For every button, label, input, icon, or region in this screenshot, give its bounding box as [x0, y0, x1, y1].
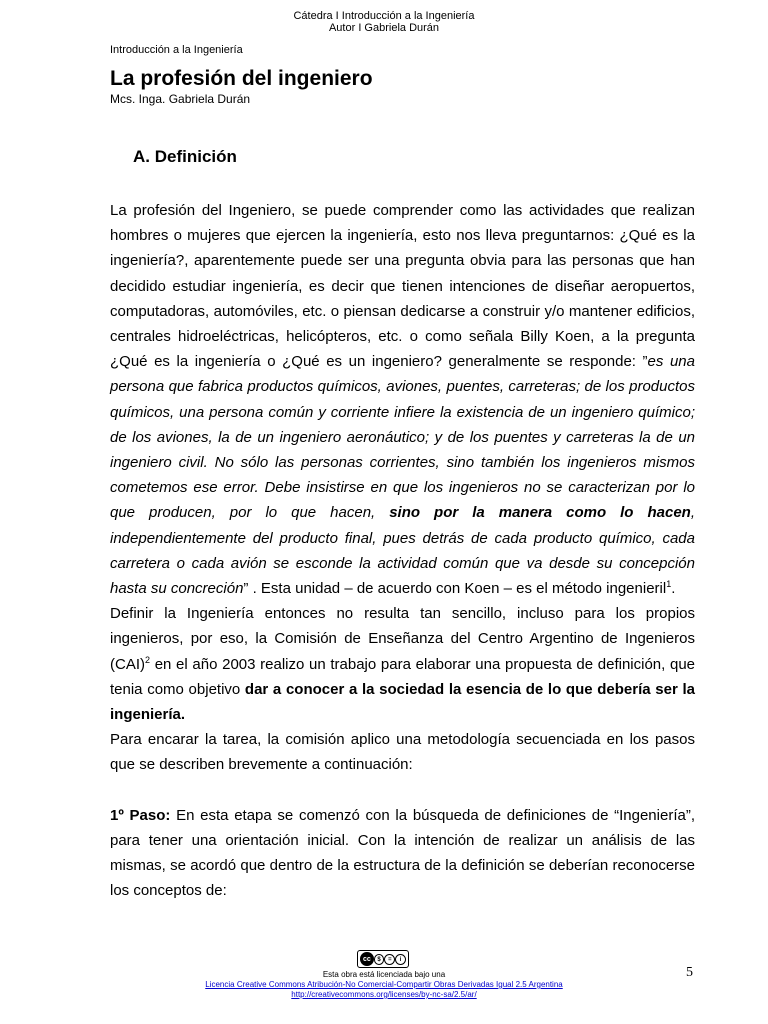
- header-author: Autor I Gabriela Durán: [328, 22, 440, 34]
- paragraph-3: Para encarar la tarea, la comisión aplico una metodología secuenciada en los pasos que se describen brevemente a continuación:: [110, 731, 695, 774]
- p1-quote-end: , independientemente del producto final, pues detrás de cada producto químico, cada carretera o cada avión se esconde la actividad común que va desde su concepción hasta su concreción: [110, 504, 695, 598]
- step-text: En esta etapa se comenzó con la búsqueda de definiciones de “Ingeniería”, para tener una orientación inicial. Con la intención de realizar un análisis de las mismas, se acordó que dentro de la estructura de la definición se deberían reconocerse los conceptos de:: [110, 806, 695, 900]
- paragraph-4: [110, 803, 695, 904]
- footnote-ref-1[interactable]: 1: [666, 579, 672, 590]
- license-intro: Esta obra está licenciada bajo una: [322, 970, 446, 979]
- header-subject: Introducción a la Ingeniería: [110, 44, 243, 56]
- paragraph-2: [110, 601, 695, 727]
- p1-period: .: [671, 580, 676, 598]
- p2-text-mid: en el año 2003 realizo un trabajo para elaborar una propuesta de definición, que tenia como objetivo: [110, 655, 695, 698]
- share-alike-icon: =: [384, 954, 395, 965]
- p1-quote: es una persona que fabrica productos químicos, aviones, puentes, carreteras; de los productos químicos, una persona común y corriente infiere la existencia de un ingeniero químico; de los aviones, la de un ingeniero aeronáutico; y de los puentes y carreteras la de un ingeniero civil. No sólo las personas corrientes, sino también los ingenieros mismos cometemos ese error. Debe insistirse en que los ingenieros no se caracterizan por lo que producen, por lo que hacen,: [110, 353, 695, 522]
- page-number: 5: [686, 965, 693, 980]
- attribution-icon: i: [395, 954, 406, 965]
- header-course: Cátedra I Introducción a la Ingeniería: [293, 10, 475, 22]
- p1-text: La profesión del Ingeniero, se puede comprender como las actividades que realizan hombres o mujeres que ejercen la ingeniería, esto nos lleva preguntarnos: ¿Qué es la ingeniería?, aparentemente puede ser una pregunta obvia para las personas que han decidido estudiar ingeniería, es decir que tienen intenciones de diseñar aeropuertos, computadoras, automóviles, etc. o piensan dedicarse a construir y/o mantener edificios, centrales hidroeléctricas, helicópteros, etc. o como señala Billy Koen, a la pregunta ¿Qué es la ingeniería o ¿Qué es un ingeniero? generalmente se responde: ”: [110, 202, 695, 371]
- paragraph-1: [110, 198, 695, 601]
- section-heading: A. Definición: [133, 147, 237, 166]
- p1-quote-emphasis: sino por la manera como lo hacen: [389, 504, 691, 522]
- footnote-ref-2[interactable]: 2: [145, 654, 151, 665]
- cc-icon: cc: [360, 952, 374, 966]
- document-author: Mcs. Inga. Gabriela Durán: [110, 92, 251, 106]
- p2-emphasis: dar a conocer a la sociedad la esencia de lo que debería ser la ingeniería.: [110, 680, 695, 724]
- license-footer: [0, 970, 768, 1000]
- license-url[interactable]: http://creativecommons.org/licenses/by-nc-sa/2.5/ar/: [291, 990, 477, 999]
- step-label: 1º Paso:: [110, 806, 171, 824]
- creative-commons-badge[interactable]: [357, 950, 409, 968]
- noncommercial-icon: $: [374, 954, 385, 965]
- document-title: La profesión del ingeniero: [110, 67, 373, 90]
- body-text: [110, 198, 695, 903]
- p1-text-end: ” . Esta unidad – de acuerdo con Koen – es el método ingenieril: [243, 580, 667, 598]
- license-link[interactable]: Licencia Creative Commons Atribución-No Comercial-Compartir Obras Derivadas Igual 2.5 Argentina: [205, 980, 563, 989]
- running-header: [0, 10, 768, 34]
- p2-text: Definir la Ingeniería entonces no resulta tan sencillo, incluso para los propios ingenieros, por eso, la Comisión de Enseñanza del Centro Argentino de Ingenieros (CAI): [110, 605, 695, 673]
